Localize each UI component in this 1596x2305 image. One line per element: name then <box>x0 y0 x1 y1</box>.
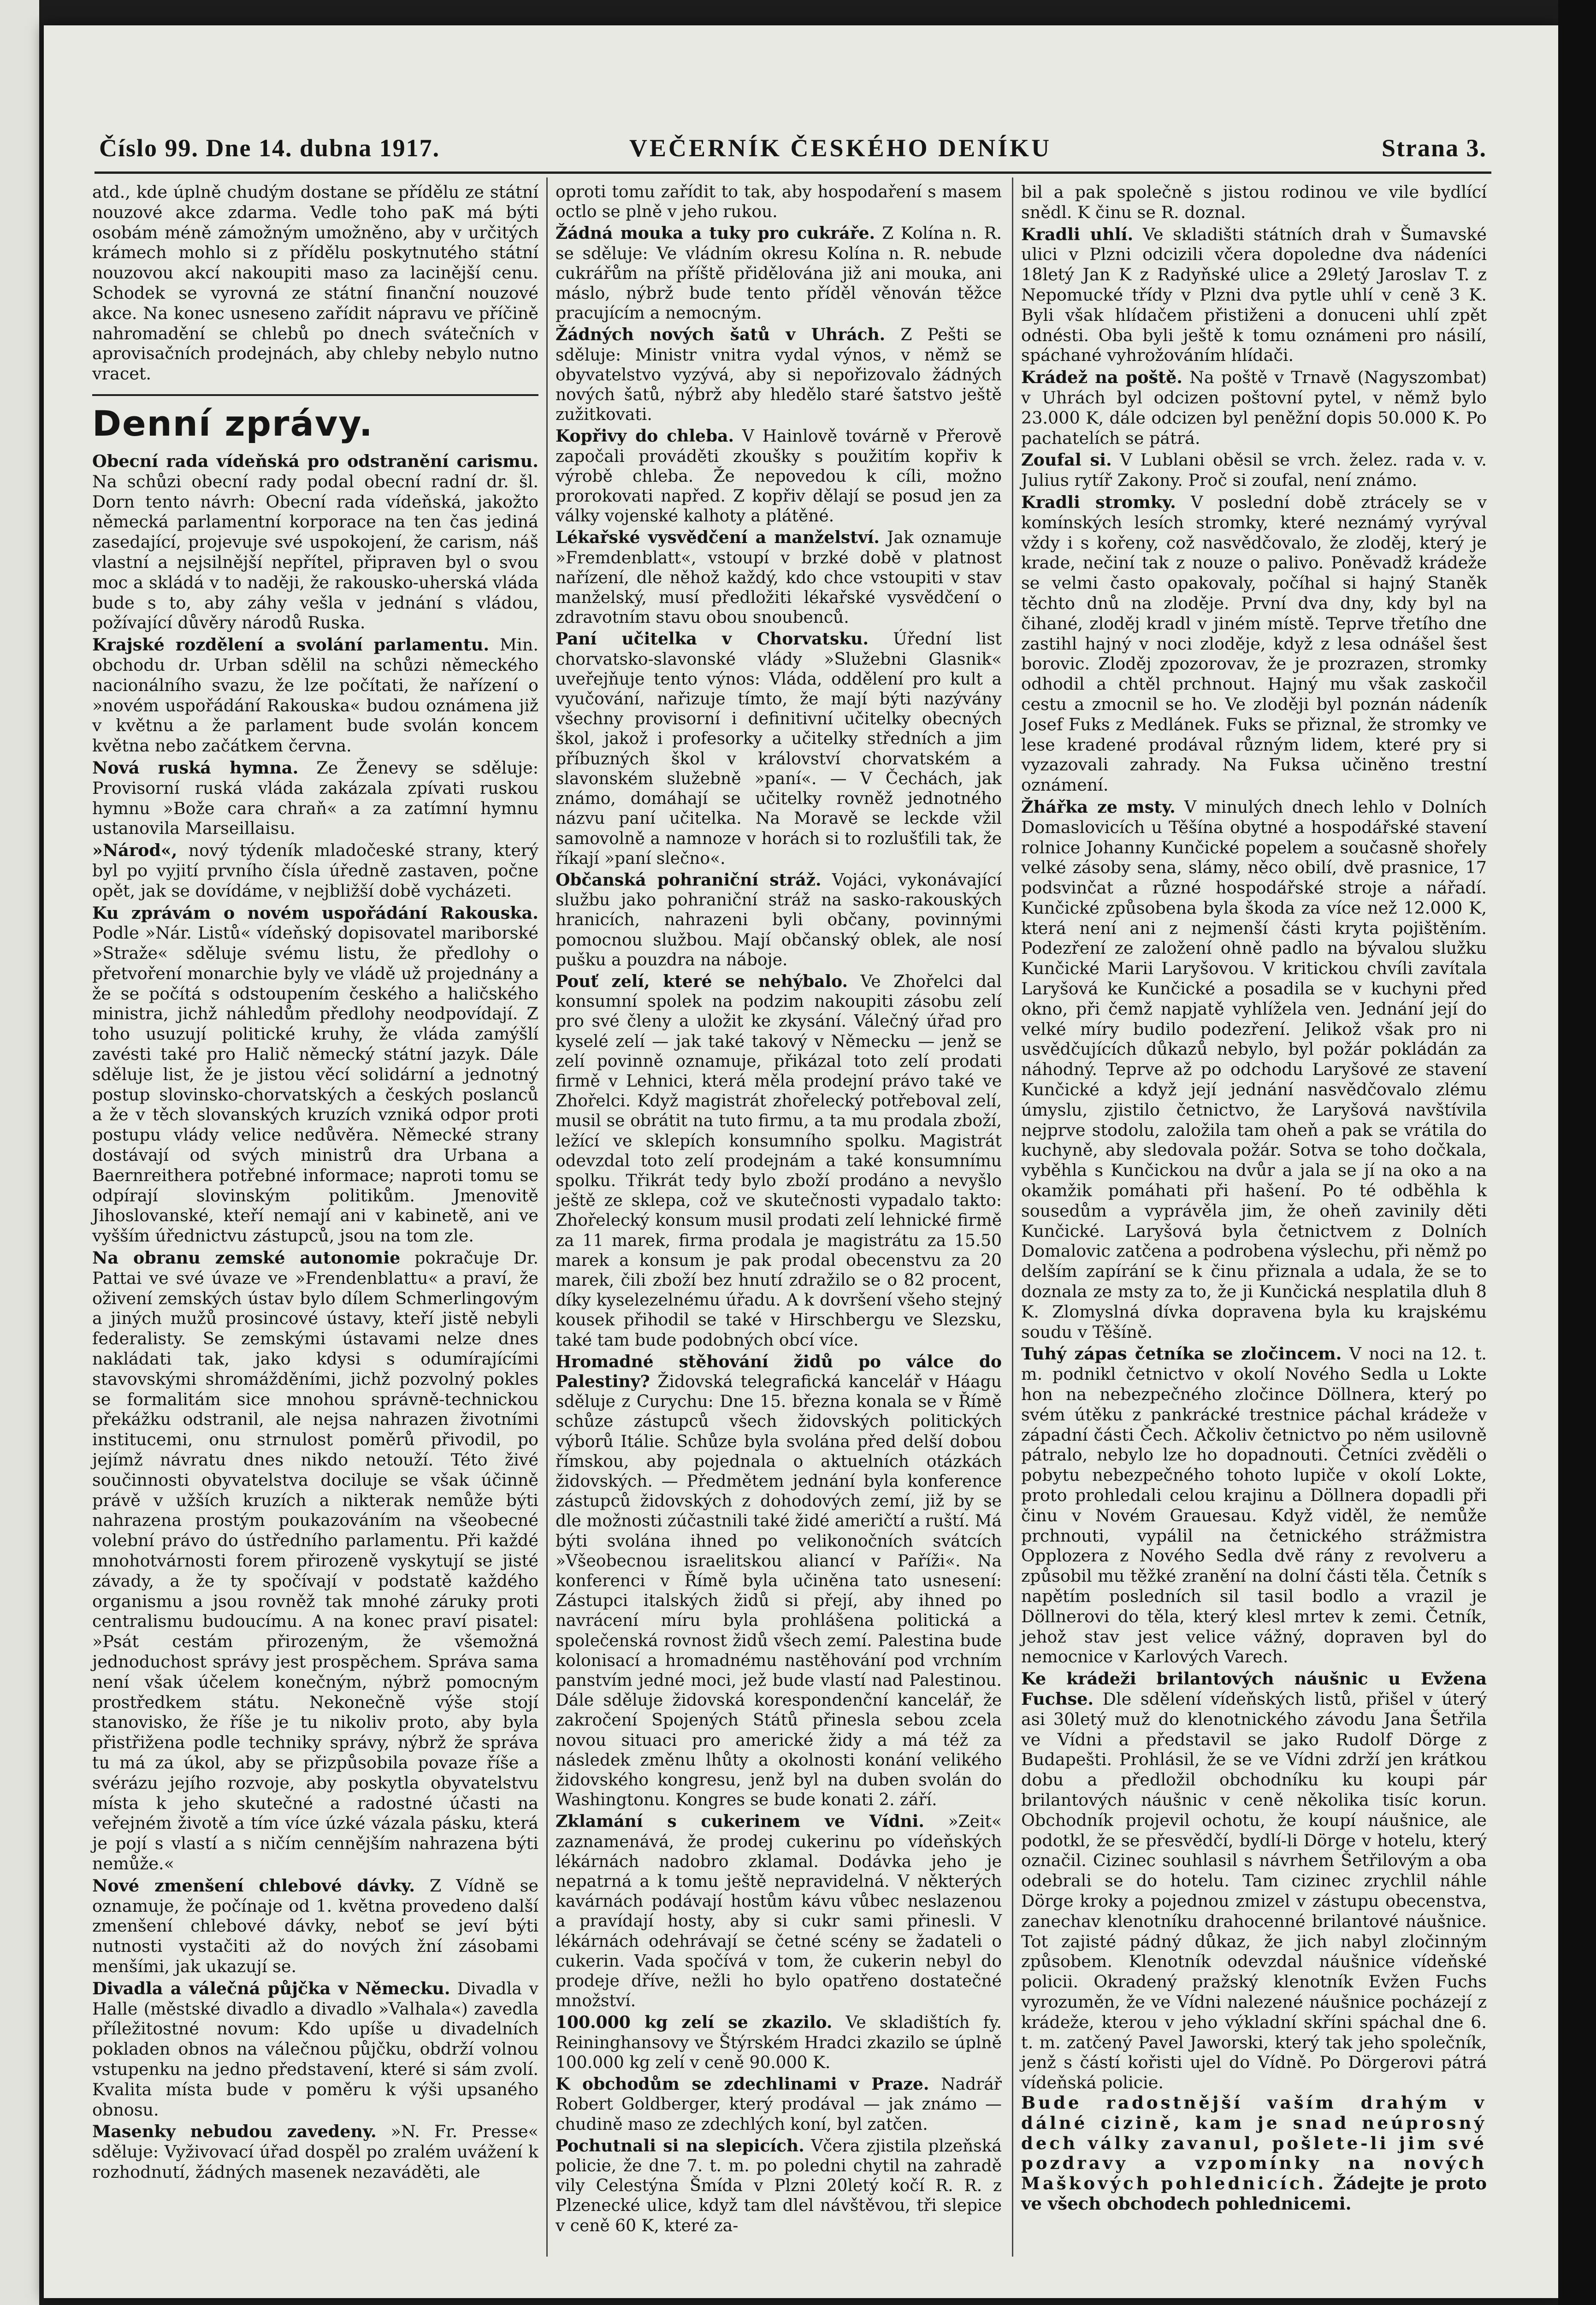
news-item <box>92 840 538 901</box>
column-divider <box>546 177 548 2257</box>
news-headline: Ke krádeži brilantových náušnic u Evžena Fuchse. <box>1021 1669 1487 1709</box>
news-item <box>556 972 1002 1350</box>
column-2 <box>556 182 1002 2236</box>
news-text: Dle sdělení vídeňských listů, přišel v úterý asi 30letý muž do klenotnického závodu Jana Šetřila ve Vídni a představil se jako Rudolf Dörge z Budapešti. Prohlásil, že se ve Vídni zdrží jen krátkou dobu a předložil obchodníku ku koupi pár brilantových náušnic v ceně několika tisíc korun. Obchodník projevil ochotu, že koupí náušnice, ale podotkl, že se přesvědčí, bydlí-li Dörge v hotelu, který označil. Cizinec souhlasil s návrhem Šetřilovým a oba odebrali se do hotelu. Tam cizinec zrychlil náhle Dörge kroky a pojednou zmizel v zástupu obecenstva, zanechav klenotníku drahocenné brilantové náušnice. Tot zajisté pádný důkaz, že jich nabyl zločinným způsobem. Klenotník odevzdal náušnice vídeňské policii. Okradený pražský klenotník Evžen Fuchs vyrozuměn, že ve Vídni nalezené náušnice pocházejí z krádeže, kterou v jeho výkladní skříni spáchal dne 6. t. m. zatčený Pavel Jaworski, který tak jeho společník, jenž s částí kořisti ujel do Vídně. Po Dörgerovi pátrá vídeňská policie. <box>1021 1689 1487 2093</box>
news-text: nový týdeník mladočeské strany, který byl po vyjití prvního čísla úředně zastaven, počne opět, jak se dovídáme, v nejbližší době vycházeti. <box>92 840 538 901</box>
news-item <box>556 629 1002 868</box>
page-number: Strana 3. <box>1381 134 1487 162</box>
news-item <box>92 1876 538 1977</box>
news-item <box>1021 797 1487 1342</box>
news-text: Židovská telegrafická kancelář v Háagu sděluje z Curychu: Dne 15. března konala se v Římě schůze zástupců všech židovských politických výborů Itálie. Schůze byla svolána před delší dobou římskou, aby pojednala o aktuelních otázkách židovských. — Předmětem jednání byla konference zástupců židovských z dohodových zemí, již by se dle možnosti zúčastnili také židé američtí a ruští. Má býti svolána ihned po velikonočních svátcích »Všeobecnou israelitskou aliancí v Paříži«. Na konferenci v Římě byla učiněna tato usnesení: Zástupci italských židů si přejí, aby ihned po navrácení míru byla prohlášena politická a společenská rovnost židů všech zemí. Palestina bude kolonisací a hromadnému nastěhování pod vrchním panstvím jedné moci, jež bude vlastí nad Palestinou. Dále sděluje židovská korespondenční kancelář, že zakročení Spojených Států přinesla sebou zcela novou situaci pro americké židy a má též za následek změnu lhůty a okolnosti konání velikého židovského kongresu, jenž byl na duben svolán do Washingtonu. Kongres se bude konati 2. září. <box>556 1372 1002 1810</box>
news-text: »N. Fr. Presse« sděluje: Vyživovací úřad dospěl po zralém uvážení k rozhodnutí, žádných masenek nezaváděti, ale <box>92 2122 538 2182</box>
news-headline: Kradli uhlí. <box>1021 224 1134 244</box>
news-item <box>556 182 1002 222</box>
news-item <box>556 1352 1002 1810</box>
notice-text-2: Žádejte je proto ve všech obchodech pohlednicemi. <box>1021 2173 1487 2214</box>
news-text: Nadrář Robert Goldberger, který prodával — jak známo — chudině maso ze zdechlých koní, byl zatčen. <box>556 2075 1002 2134</box>
news-item <box>1021 1669 1487 2093</box>
news-headline: Pochutnali si na slepicích. <box>556 2136 804 2156</box>
section-title: Denní zprávy. <box>92 394 538 447</box>
news-headline: 100.000 kg zelí se zkazilo. <box>556 2013 833 2033</box>
news-text: Ve skladištích fy. Reininghansovy ve Štýrském Hradci zkazilo se úplně 100.000 kg zelí v ceně 90.000 K. <box>556 2013 1002 2072</box>
news-item <box>92 2122 538 2182</box>
news-text: Vojáci, vykonávající službu jako pohraniční stráž na sasko-rakouských hranicích, nahrazeni byli občany, povinnými pomocnou službou. Mají občanský oblek, ale nosí pušku a pouzdra na náboje. <box>556 870 1002 969</box>
news-headline: Zklamání s cukerinem ve Vídni. <box>556 1812 924 1832</box>
news-headline: Lékařské vysvědčení a manželství. <box>556 528 880 548</box>
news-item <box>556 325 1002 425</box>
news-text: oproti tomu zařídit to tak, aby hospodaření s masem octlo se plně v jeho rukou. <box>556 183 1002 222</box>
news-headline: Zoufal si. <box>1021 450 1112 470</box>
news-text: Divadla v Halle (městské divadlo a divadlo »Valhala«) zavedla příležitostné novum: Kdo upíše u divadelních pokladen obnos na válečnou půjčku, obdrží volnou vstupenku na jedno představení, které si sám zvolí. Kvalita místa bude v poměru k výši upsaného obnosu. <box>92 1978 538 2120</box>
news-text: Jak oznamuje »Fremdenblatt«, vstoupí v brzké době v platnost nařízení, dle něhož každý, kdo chce vstoupiti v stav manželský, musí předložiti lékařské vysvědčení o zdravotním stavu obou snoubenců. <box>556 528 1002 627</box>
news-headline: Žhářka ze msty. <box>1021 797 1176 817</box>
news-text: »Zeit« zaznamenává, že prodej cukerinu po vídeňských lékárnách nadobro zklamal. Dodávka jeho je nepatrná a k tomu ještě nepravidelná. V některých kavárnách podávají hostům kávu vůbec neslazenou a pravídají hosty, aby si cukr sami přinesli. V lékárnách odehrávají se četné scény se žadateli o cukerin. Vada spočívá v tom, že cukerin nebyl do prodeje dříve, nežli ho bylo opatřeno dostatečné množství. <box>556 1812 1002 2011</box>
news-item <box>1021 367 1487 448</box>
news-headline: Nová ruská hymna. <box>92 757 299 778</box>
news-text: Ve Zhořelci dal konsumní spolek na podzim nakoupiti zásobu zelí pro své členy a uložit ke zkysání. Válečný úřad pro kyselé zelí — jak také takový v Německu — jenž se zelí povinně oznamuje, přikázal toto zelí prodati firmě v Lehnici, která měla prodejní právo také ve Zhořelci. Když magistrát zhořelecký potřeboval zelí, musil se obrátit na tuto firmu, a ta mu prodala zboží, ležící ve sklepích konsumního spolku. Magistrát odevzdal toto zelí prodejnám a také konsumnímu spolku. Třikrát tedy bylo zboží prodáno a nevyšlo ještě ze sklepa, což ve skutečnosti vypadalo takto: Zhořelecký konsum musil prodati zelí lehnické firmě za 11 marek, firma prodala je magistrátu za 15.50 marek a konsum je pak prodal obecenstvu za 20 marek, čili zboží bez hnutí zdražilo se o 82 procent, díky kyselezelnému úřadu. A k dovršení všeho stejný kousek přihodil se také v Hirschbergu ve Slezsku, také tam bude podobných obcí více. <box>556 972 1002 1350</box>
news-item <box>556 224 1002 323</box>
news-headline: Paní učitelka v Chorvatsku. <box>556 629 869 649</box>
news-text: Včera zjistila plzeňská policie, že dne 7. t. m. po poledni chytil na zahradě vily Celestýna Šmída v Plzni 20letý kočí R. R. z Plzenecké ulice, když tam dlel návštěvou, tři slepice v ceně 60 K, které za- <box>556 2136 1002 2235</box>
news-text: Podle »Nár. Listů« vídeňský dopisovatel mariborské »Straže« sděluje svému listu, že předlohy o přetvoření monarchie byly ve vládě už projednány a že se počítá s odstoupením českého a haličského ministra, jichž náhledům předlohy neodpovídají. Z toho usuzují politické kruhy, že vláda zamýšlí zavésti také pro Halič německý státní jazyk. Dále sděluje list, že je jistou věcí solidární a jednotný postup slovinsko-chorvatských a českých poslanců a že v těch slovanských kruzích vzniká odpor proti postupu vlády velice nedůvěra. Německé strany dostávají od svých ministrů dra Urbana a Baernreithera potřebné informace; naproti tomu se odpírají slovinským politikům. Jmenovitě Jihoslovanské, kteří nemají ani v kabinetě, ani ve vyšším úřednictvu zástupců, jsou na tom zle. <box>92 923 538 1246</box>
news-headline: Kopřivy do chleba. <box>556 426 734 446</box>
news-headline: Tuhý zápas četníka se zločincem. <box>1021 1344 1342 1364</box>
advertisement-notice <box>1021 2093 1487 2214</box>
news-item <box>556 528 1002 627</box>
column-1 <box>92 182 538 2182</box>
adjacent-page-edge <box>0 0 39 2305</box>
issue-date: Číslo 99. Dne 14. dubna 1917. <box>99 134 440 162</box>
news-item <box>92 451 538 633</box>
news-headline: Žádná mouka a tuky pro cukráře. <box>556 224 875 243</box>
news-item <box>556 2013 1002 2073</box>
news-text: bil a pak společně s jistou rodinou ve vile bydlící snědl. K činu se R. doznal. <box>1021 182 1487 222</box>
news-headline: Kradli stromky. <box>1021 492 1176 512</box>
news-headline: Masenky nebudou zavedeny. <box>92 2122 377 2142</box>
notice-text: Bude radostnější vaším drahým v dálné cizině, kam je snad neúprosný dech války zavanul, pošlete-li jim své pozdravy a vzpomínky na nových Maškových pohlednicích. <box>1021 2092 1487 2194</box>
news-item <box>556 2136 1002 2236</box>
news-item <box>1021 450 1487 491</box>
news-text: Z Pešti se sděluje: Ministr vnitra vydal výnos, v němž se obyvatelstvo vyzývá, aby si nepořizovalo žádných nových šatů, nýbrž aby hledělo staré šatstvo ještě zužitkovati. <box>556 325 1002 425</box>
news-item <box>1021 1344 1487 1667</box>
news-text: Na schůzi obecní rady podal obecní radní dr. šl. Dorn tento návrh: Obecní rada vídeňská, jakožto německá parlamentní korporace na ten čas jediná zasedající, projevuje své uspokojení, že carism, náš vlastní a nejsilnější nepřítel, připraven byl o svou moc a skládá v to naději, že rakousko-uherská vláda bude s to, aby záhy vešla v jednání s vládou, požívající důvěry národů Ruska. <box>92 471 538 633</box>
news-item <box>92 758 538 839</box>
news-text: Min. obchodu dr. Urban sdělil na schůzi německého nacionálního svazu, že lze počítati, že nařízení o »novém uspořádání Rakouska« budou oznámena již v květnu a že parlament bude svolán koncem května nebo začátkem června. <box>92 635 538 756</box>
page-header <box>99 134 1487 171</box>
news-headline: Krádež na poště. <box>1021 367 1182 388</box>
news-item <box>556 1812 1002 2011</box>
news-headline: Na obranu zemské autonomie <box>92 1248 401 1268</box>
news-headline: Žádných nových šatů v Uhrách. <box>556 325 886 345</box>
news-item <box>92 903 538 1247</box>
header-rule <box>95 171 1491 174</box>
column-1-articles <box>92 451 538 2182</box>
news-headline: Hromadné stěhování židů po válce do Palestiny? <box>556 1352 1002 1391</box>
news-text: Ve skladišti státních drah v Šumavské ulici v Plzni odcizili včera dopoledne dva nádeníci 18letý Jan K z Radyňské ulice a 29letý Jaroslav T. z Nepomucké třídy v Plzni dva pytle uhlí v ceně 3 K. Byli však hlídačem přistiženi a donuceni uhlí zpět odnésti. Oba byli ještě k tomu oznámeni pro násilí, spáchané vyhrožováním hlídači. <box>1021 224 1487 366</box>
news-text: V poslední době ztrácely se v komínských lesích stromky, které neznámý vyrýval vždy i s kořeny, což nasvědčovalo, že zloděj, který je krade, nečiní tak z nouze o palivo. Poněvadž krádeže se velmi často opakovaly, počíhal si hajný Staněk těchto dnů na zloděje. První dva dny, kdy byl na čihané, zloděj kradl v jiném místě. Teprve třetího dne zastihl hajný v noci zloděje, když z lesa odnášel šest borovic. Zloděj zpozorovav, že je prozrazen, stromky odhodil a chtěl prchnout. Hajný mu však zaskočil cestu a zmocnil se ho. Ve zloději byl poznán nádeník Josef Fuks z Medlánek. Fuks se přiznal, že stromky ve lese kradené prodával různým lidem, které pry si vyzazovali zahrady. Na Fuksa učiněno trestní oznámení. <box>1021 492 1487 795</box>
news-headline: Obecní rada vídeňská pro odstranění carismu. <box>92 451 538 471</box>
news-headline: Nové zmenšení chlebové dávky. <box>92 1875 415 1896</box>
news-item <box>92 1248 538 1874</box>
news-text: Na poště v Trnavě (Nagyszombat) v Uhrách byl odcizen poštovní pytel, v němž bylo 23.000 K, dále odcizen byl peněžní dopis 50.000 K. Po pachatelích se pátrá. <box>1021 367 1487 448</box>
news-item <box>1021 182 1487 223</box>
news-text: V noci na 12. t. m. podnikl četnictvo v okolí Nového Sedla u Lokte hon na nebezpečného zločince Döllnera, který po svém útěku z pankrácké trestnice páchal krádeže v západní části Čech. Ačkoliv četnictvo po něm usilovně pátralo, nebylo lze ho dopadnouti. Četníci zvěděli o pobytu nebezpečného tohoto lupiče v okolí Lokte, proto prohledali celou krajinu a Döllnera dopadli při činu v Novém Grauesau. Když viděl, že nemůže prchnouti, vypálil na četnického strážmistra Opplozera z Nového Sedla dvě rány z revolveru a způsobil mu těžké zranění na dolní části těla. Četník s napětím posledních sil tasil bodlo a vrazil je Döllnerovi do těla, který klesl mrtev k zemi. Četník, jehož stav jest velice vážný, dopraven byl do nemocnice v Karlových Varech. <box>1021 1344 1487 1667</box>
column-2-articles <box>556 182 1002 2236</box>
news-text: Z Vídně se oznamuje, že počínaje od 1. května provedeno další zmenšení chlebové dávky, neboť se jeví býti nutnosti vystačiti až do nových žní zásobami menšími, jak ukazují se. <box>92 1875 539 1976</box>
news-text: Ze Ženevy se sděluje: Provisorní ruská vláda zakázala zpívati ruskou hymnu »Bože cara chraň« a za zatímní hymnu ustanovila Marseillaisu. <box>92 757 538 839</box>
news-text: V Lublani oběsil se vrch. želez. rada v. v. Julius rytíř Zakony. Proč si zoufal, není známo. <box>1021 450 1487 491</box>
masthead-title: VEČERNÍK ČESKÉHO DENÍKU <box>629 134 1052 162</box>
news-text: Úřední list chorvatsko-slavonské vlády »Služebni Glasnik« uveřejňuje tento výnos: Vláda, oddělení pro kult a vyučování, nařizuje tímto, že mají býti nazývány všechny provisorní i definitivní učitelky obecných škol, jakož i profesorky a učitelky středních a jim příbuzných škol v království chorvatském a slavonském služebně »paní«. — V Čechách, jak známo, domáhají se učitelky rovněž jednotného názvu paní učitelka. Na Moravě se leckde vžil samovolně a namnoze v horách si to rozlušťili tak, že říkají »paní slečno«. <box>556 630 1002 868</box>
news-headline: Divadla a válečná půjčka v Německu. <box>92 1978 450 1998</box>
news-text: V minulých dnech lehlo v Dolních Domaslovicích u Těšína obytné a hospodářské stavení rolnice Johanny Kunčické popelem a současně shořely velké zásoby sena, slámy, něco obilí, dvě prasnice, 17 podsvinčat a různé hospodářské stroje a nářadí. Kunčické způsobena byla škoda za více než 12.000 K, která není ani z nejmenší části kryta pojištěním. Podezření ze založení ohně padlo na bývalou služku Kunčické Marii Laryšovou. V kritickou chvíli zavítala Laryšová ke Kunčické a posadila se v kuchyni před okno, při čemž napjatě vyhlížela ven. Jednání její do velké míry budilo podezření. Jelikož však pro ni usvědčujících důkazů nebylo, byl požár pokládán za náhodný. Teprve až po odchodu Laryšové ze stavení Kunčické a když její jednání nasvědčovalo zlému úmyslu, zjistilo četnictvo, že Laryšová navštívila nejprve stodolu, založila tam oheň a pak se vrátila do kuchyně, aby sledovala požár. Sotva se toho dočkala, vyběhla s Kunčickou na dvůr a jala se jí na oko a na okamžik pomáhati při hašení. Po té odběhla k sousedům a vyprávěla jim, že oheň zavinily děti Kunčické. Laryšová byla četnictvem z Dolních Domalovic zatčena a podrobena výslechu, při němž po delším zapírání se k činu přiznala a udala, že se to doznala ze msty za to, že ji Kunčická nesplatila dluh 8 K. Zlomyslná dívka dopravena byla ku krajskému soudu v Těšíně. <box>1021 797 1487 1342</box>
news-headline: K obchodům se zdechlinami v Praze. <box>556 2074 929 2094</box>
news-headline: Občanská pohraniční stráž. <box>556 870 822 890</box>
news-item <box>556 870 1002 970</box>
column-3-articles <box>1021 182 1487 2093</box>
news-headline: Ku zprávám o novém uspořádání Rakouska. <box>92 903 538 923</box>
news-headline: »Národ«, <box>92 840 177 861</box>
news-item <box>1021 225 1487 366</box>
news-headline: Pouť zelí, které se nehýbalo. <box>556 971 848 991</box>
news-item <box>1021 492 1487 795</box>
news-text: pokračuje Dr. Pattai ve své úvaze ve »Frendenblattu« a praví, že oživení zemských ústav bylo dílem Schmerlingovým a jiných mužů prosincové ústavy, kteří jistě nebyli federalisty. Se zemskými ústavami nelze dnes nakládati tak, jako kdysi s odumírajícími stavovskými shromážděními, jichž pozvolný pokles se formalitám sice mnohou správně-technickou překážku odstranil, ale nejsa nahrazen životními institucemi, onu strnulost poměrů přivodil, po jejímž návratu dnes nikdo netouží. Této živé součinnosti obyvatelstva dociluje se však účinně právě v užších kruzích a nikterak nemůže býti nahrazena prostým poukazováním na všeobecné volební právo do ústředního parlamentu. Při každé mnohotvárnosti forem přirozeně vyskytují se jisté závady, a že ty spočívají v podstatě každého organismu a jsou rovněž tak mnohé záruky proti centralismu budoucímu. A na konec praví pisatel: »Psát cestám přirozeným, že všemožná jednoduchost správy jest prospěchem. Správa sama není však účelem konečným, nýbrž pomocným prostředkem státu. Nekonečně výše stojí stanovisko, že říše je tu nikoliv proto, aby byla přistřižena podle techniky správy, nýbrž že správa tu má za úkol, aby se přizpůsobila povaze říše a svérázu jejího rozvoje, aby poskytla obyvatelstvu místa k jeho skutečné a radostné účasti na veřejném životě a tím více úzké vázala pásku, která je pojí s vlastí a s ničím cennějším nahrazena býti nemůže.« <box>92 1248 538 1874</box>
news-headline: Krajské rozdělení a svolání parlamentu. <box>92 635 490 655</box>
news-text: Z Kolína n. R. se sděluje: Ve vládním okresu Kolína n. R. nebude cukrářům na příště přidělována již ani mouka, ani máslo, nýbrž bude tento příděl věnován těžce pracujícím a nemocným. <box>556 224 1002 323</box>
news-item <box>92 635 538 756</box>
article-continuation: atd., kde úplně chudým dostane se přídělu ze státní nouzové akce zdarma. Vedle toho paK má býti osobám méně zámožným umožněno, aby v určitých krámech mohlo si z přídělu poskytnutého státní nouzovou akcí nakoupiti maso za lacinější cenu. Schodek se vyrovná ze státní finanční nouzové akce. Na konec usneseno zařídit nápravu ve příčině nahromadění se chlebů po dnech svátečních v aprovisačních prodejnách, aby chleby nebylo nutno vracet. <box>92 182 538 384</box>
news-item <box>92 1979 538 2120</box>
news-item <box>556 2074 1002 2134</box>
column-divider <box>1012 177 1013 2257</box>
scan-border <box>1558 0 1596 2305</box>
news-text: V Hainlově továrně v Přerově započali prováděti zkoušky s použitím kopřiv k výrobě chleba. Že nepovedou k cíli, možno prorokovati napřed. Z kopřiv dělají se posud jen za války vojenské kalhoty a plátěné. <box>556 427 1002 526</box>
news-item <box>556 426 1002 526</box>
column-3 <box>1021 182 1487 2214</box>
